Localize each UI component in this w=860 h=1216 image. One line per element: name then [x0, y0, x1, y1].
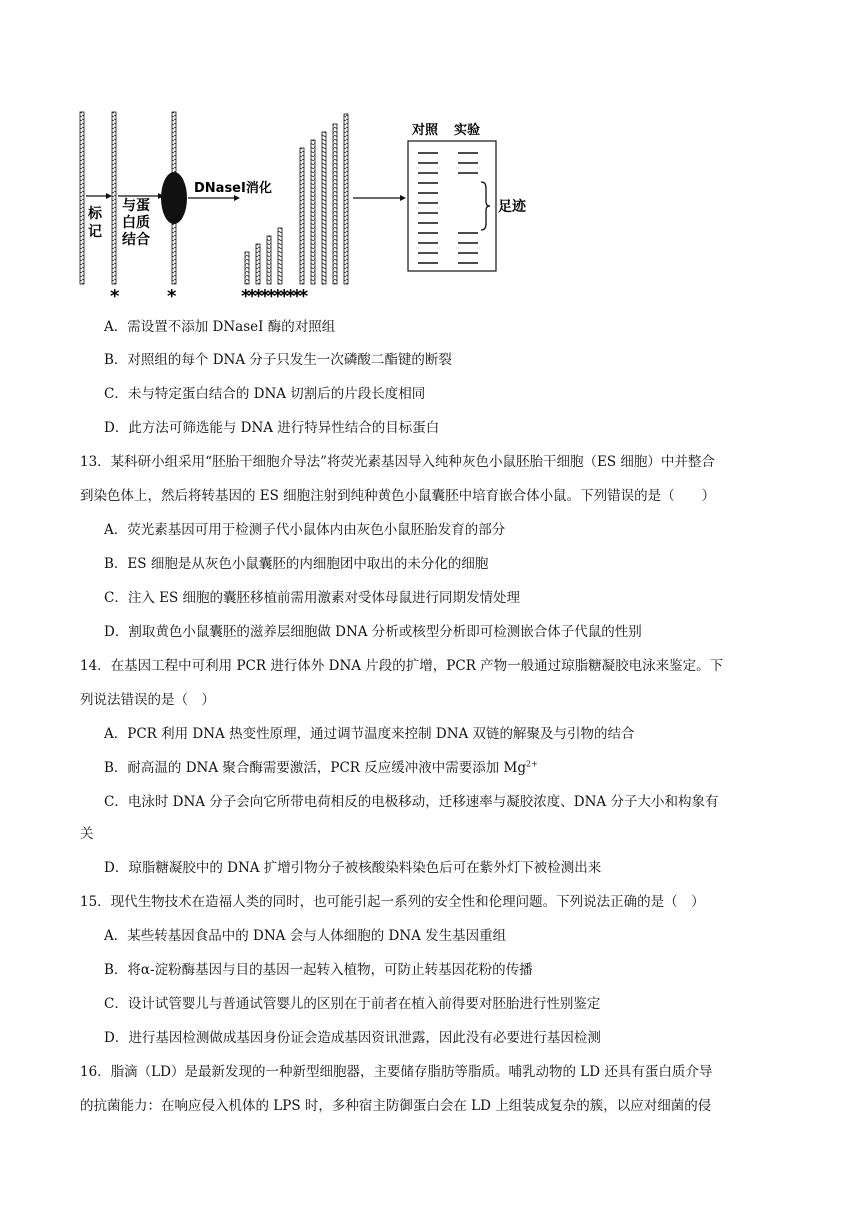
q15-stem: 15．现代生物技术在造福人类的同时，也可能引起一系列的安全性和伦理问题。下列说法正确的是（ ）	[80, 894, 705, 910]
q13-option-c: C．注入 ES 细胞的囊胚移植前需用激素对受体母鼠进行同期发情处理	[104, 590, 521, 606]
q12-option-d: D．此方法可筛选能与 DNA 进行特异性结合的目标蛋白	[104, 420, 440, 436]
q12-option-b: B．对照组的每个 DNA 分子只发生一次磷酸二酯键的断裂	[104, 352, 452, 368]
q16-stem-line2: 的抗菌能力：在响应侵入机体的 LPS 时，多种宿主防御蛋白会在 LD 上组装成复杂的簇，以应对细菌的侵	[80, 1098, 712, 1114]
fragment-ladder	[245, 114, 348, 284]
star-1: *	[110, 286, 120, 306]
q14-option-c-line2: 关	[80, 826, 94, 842]
gel-panel	[408, 122, 527, 271]
q15-option-c: C．设计试管婴儿与普通试管婴儿的区别在于前者在植入前得要对胚胎进行性别鉴定	[104, 996, 601, 1012]
q14-option-b	[104, 756, 538, 776]
label-bind-2: 白质	[122, 215, 150, 231]
q13-stem-line2: 到染色体上，然后将转基因的 ES 细胞注射到纯种黄色小鼠囊胚中培育嵌合体小鼠。下列错误的是（ ）	[80, 488, 716, 504]
q12-option-c: C．未与特定蛋白结合的 DNA 切割后的片段长度相同	[104, 386, 426, 402]
q13-stem-line1: 13．某科研小组采用“胚胎干细胞介导法”将荧光素基因导入纯种灰色小鼠胚胎干细胞（ES 细胞）中并整合	[80, 454, 715, 470]
q14-option-d: D．琼脂糖凝胶中的 DNA 扩增引物分子被核酸染料染色后可在紫外灯下被检测出来	[104, 860, 602, 876]
label-bind-1: 与蛋	[122, 198, 150, 214]
q15-option-d: D．进行基因检测做成基因身份证会造成基因资讯泄露，因此没有必要进行基因检测	[104, 1030, 601, 1046]
star-2: *	[167, 286, 177, 306]
q13-option-d: D．割取黄色小鼠囊胚的滋养层细胞做 DNA 分析或核型分析即可检测嵌合体子代鼠的性别	[104, 624, 642, 640]
label-digest: DNaseI消化	[194, 181, 272, 196]
label-experiment: 实验	[454, 123, 481, 138]
dna-footprinting-figure	[70, 106, 570, 306]
dna-strand-2	[112, 112, 116, 284]
label-mark-2: 记	[88, 224, 102, 240]
dna-strand-1	[80, 112, 84, 284]
label-mark-1: 标	[88, 206, 102, 222]
bound-protein	[161, 172, 187, 224]
q14-option-c-line1: C．电泳时 DNA 分子会向它所带电荷相反的电极移动，迁移速率与凝胶浓度、DNA 分子大小和构象有	[104, 794, 719, 810]
q14-stem-line2: 列说法错误的是（ ）	[80, 692, 215, 708]
q14-option-b-text: B．耐高温的 DNA 聚合酶需要激活，PCR 反应缓冲液中需要添加 Mg	[104, 760, 527, 776]
footprinting-diagram	[70, 106, 570, 306]
q16-stem-line1: 16．脂滴（LD）是最新发现的一种新型细胞器，主要储存脂肪等脂质。哺乳动物的 LD 还具有蛋白质介导	[80, 1064, 713, 1080]
q13-option-b: B．ES 细胞是从灰色小鼠囊胚的内细胞团中取出的未分化的细胞	[104, 556, 489, 572]
q12-option-a: A．需设置不添加 DNaseI 酶的对照组	[104, 319, 336, 335]
q14-option-a: A．PCR 利用 DNA 热变性原理，通过调节温度来控制 DNA 双链的解聚及与引物的结合	[104, 726, 635, 742]
stars-row: **********	[241, 286, 306, 306]
q14-stem-line1: 14．在基因工程中可利用 PCR 进行体外 DNA 片段的扩增，PCR 产物一般通过琼脂糖凝胶电泳来鉴定。下	[80, 658, 724, 674]
label-control: 对照	[412, 123, 439, 138]
label-footprint: 足迹	[498, 199, 526, 215]
q14-option-b-sup: 2+	[526, 759, 538, 769]
q13-option-a: A．荧光素基因可用于检测子代小鼠体内由灰色小鼠胚胎发育的部分	[104, 522, 506, 538]
label-bind-3: 结合	[122, 232, 150, 248]
q15-option-b: B．将α-淀粉酶基因与目的基因一起转入植物，可防止转基因花粉的传播	[104, 962, 533, 978]
q15-option-a: A．某些转基因食品中的 DNA 会与人体细胞的 DNA 发生基因重组	[104, 928, 507, 944]
